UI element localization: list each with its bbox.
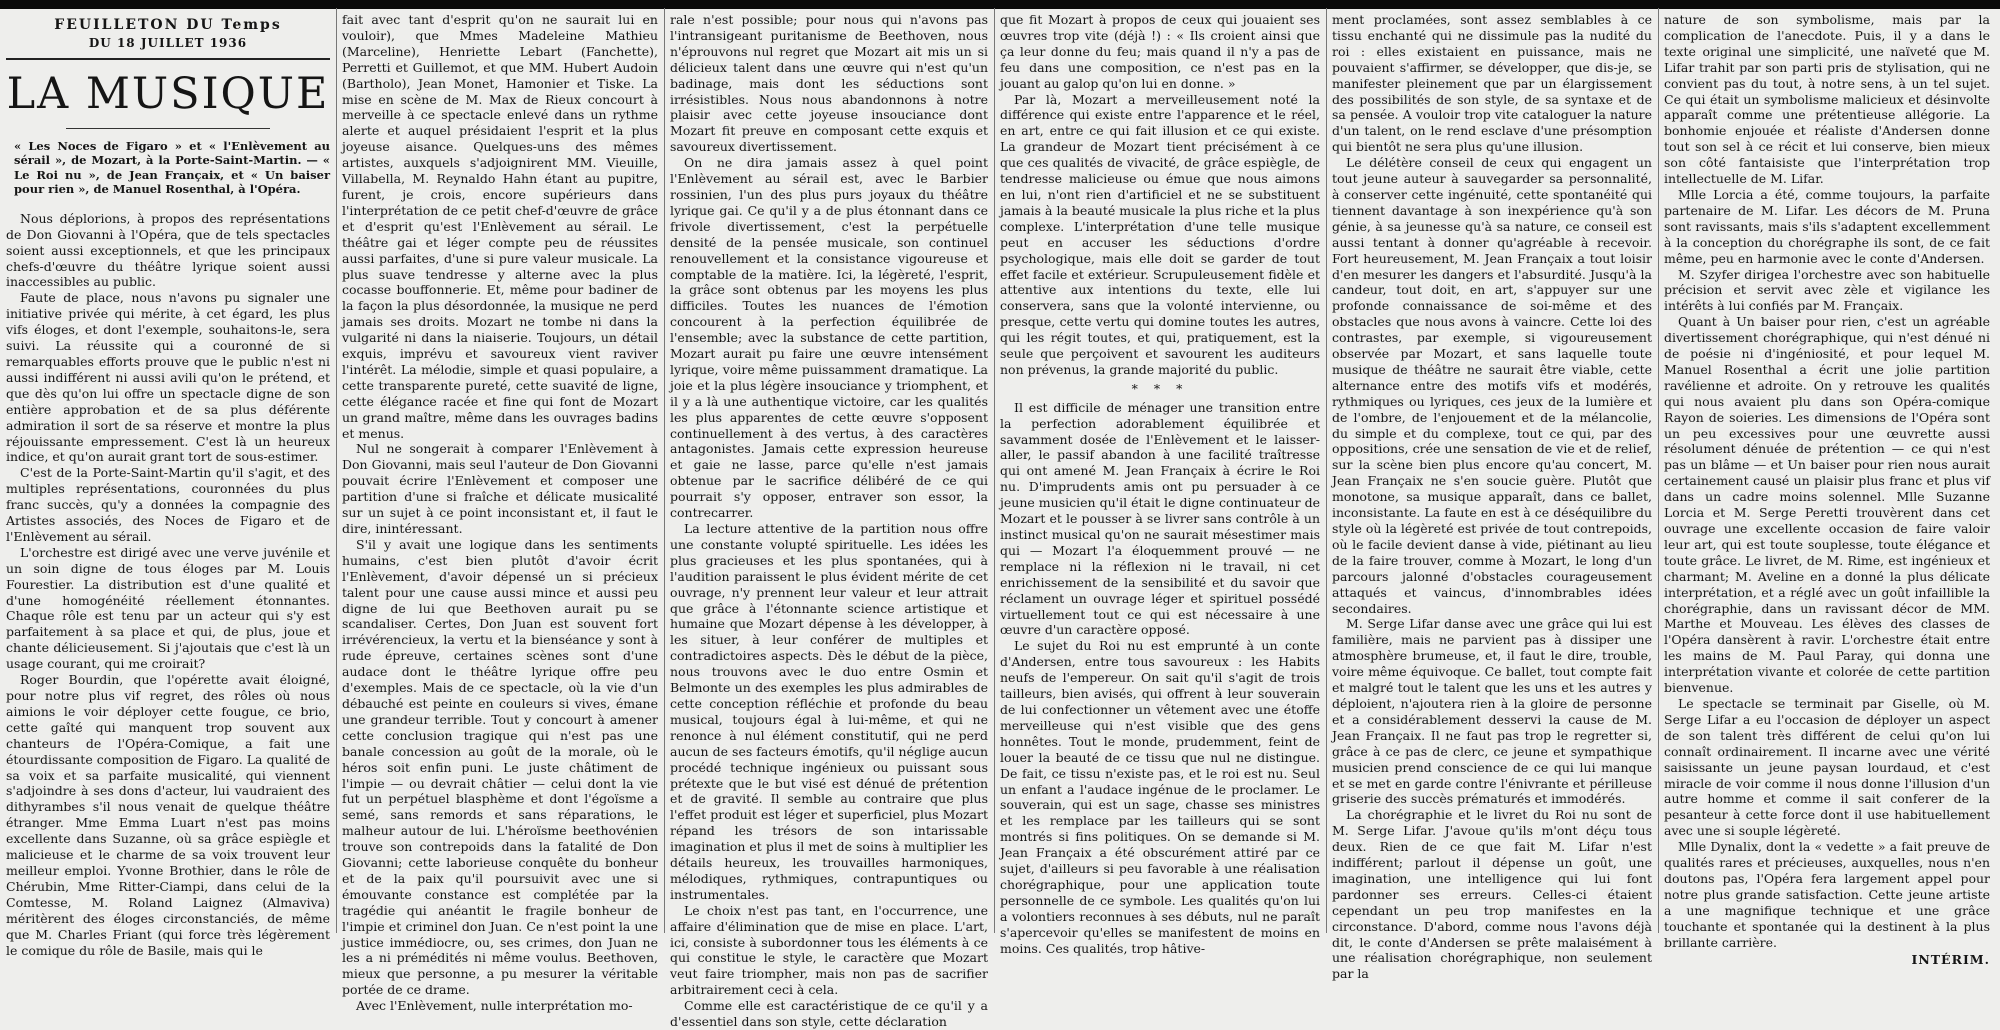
column-6 — [1664, 12, 1990, 968]
paragraph: L'orchestre est dirigé avec une verve juvénile et un soin digne de tous éloges par M. Louis Fourestier. La distribution est d'une qualité et d'une homogénéité réellement étonnantes. Chaque rôle est tenu par un acteur qui s'y est parfaitement à sa place et qui, de plus, joue et chante délicieusement. Si j'ajoutais que c'est là un usage courant, qui me croirait? — [6, 544, 330, 672]
column-body — [1664, 12, 1990, 950]
paragraph: Il est difficile de ménager une transition entre la perfection adorablement équilibrée et savamment dosée de l'Enlèvement et le laisser-aller, le passif abandon à une facilité traîtresse qui ont amené M. Jean Françaix à écrire le Roi nu. D'imprudents amis ont pu persuader à ce jeune musicien qu'il était le digne continuateur de Mozart et le pousser à se livrer sans contrôle à un instinct musical qu'on ne saurait mésestimer mais qui — Mozart l'a éloquemment prouvé — ne remplace ni la réflexion ni le travail, ni cet enrichissement de la sensibilité et du savoir que réclament un ouvrage léger et spirituel possédé virtuellement tout ce qui est nécessaire à une œuvre d'un caractère opposé. — [1000, 399, 1320, 638]
paragraph: C'est de la Porte-Saint-Martin qu'il s'agit, et des multiples représentations, couronnées du plus franc succès, qu'y a données la compagnie des Artistes associés, des Noces de Figaro et de l'Enlèvement au sérail. — [6, 465, 330, 544]
paragraph: Quant à Un baiser pour rien, c'est un agréable divertissement chorégraphique, qui n'est dénué ni de poésie ni d'ingéniosité, et pour lequel M. Manuel Rosenthal a écrit une jolie partition ravélienne et adroite. On y retrouve les qualités qui nous avaient plu dans son Opéra-comique Rayon de soieries. Les dimensions de l'Opéra sont un peu excessives pour une œuvrette aussi résolument dénuée de prétention — ce qui n'est pas un blâme — et Un baiser pour rien nous aurait certainement causé un plaisir plus franc et plus vif dans un cadre moins solennel. Mlle Suzanne Lorcia et M. Serge Peretti trouvèrent dans cet ouvrage une excellente occasion de faire valoir leur art, qui est toute souplesse, toute élégance et toute grâce. Le livret, de M. Rime, est ingénieux et charmant; M. Aveline en a donné la plus délicate interprétation, et a réglé avec un goût infaillible la chorégraphie, dans un ravissant décor de MM. Marthe et Mouveau. Les élèves des classes de l'Opéra dansèrent à ravir. L'orchestre était entre les mains de M. Paul Paray, qui donna une interprétation vivante et colorée de cette partition bienvenue. — [1664, 314, 1990, 696]
paragraph: que fit Mozart à propos de ceux qui jouaient ses œuvres trop vite (déjà !) : « Ils croient ainsi que ça leur donne du feu; mais quand il n'y a pas de feu dans une composition, ce n'est pas en la jouant au galop qu'on lui en donne. » — [1000, 12, 1320, 91]
paragraph: Le sujet du Roi nu est emprunté à un conte d'Andersen, entre tous savoureux : les Habits neufs de l'empereur. On sait qu'il s'agit de trois tailleurs, bien avisés, qui offrent à leur souverain de lui confectionner un vêtement avec une étoffe merveilleuse qui n'est visible que des gens honnêtes. Tout le monde, prudemment, feint de louer la beauté de ce tissu que nul ne distingue. De fait, ce tissu n'existe pas, et le roi est nu. Seul un enfant a l'audace ingénue de le proclamer. Le souverain, qui est un sage, chasse ses ministres et les remplace par les tailleurs qui se sont montrés si fins politiques. On se demande si M. Jean Françaix a été obscurément attiré par ce sujet, d'ailleurs si peu favorable à une réalisation chorégraphique, pour une application toute personnelle de ce symbole. Les qualités qu'on lui a volontiers reconnues à ses débuts, nul ne paraît s'apercevoir qu'elles se manifestent de moins en moins. Ces qualités, trop hâtive- — [1000, 638, 1320, 956]
paragraph: Comme elle est caractéristique de ce qu'il y a d'essentiel dans son style, cette déclaration — [670, 998, 988, 1030]
signature: INTÉRIM. — [1911, 952, 1990, 968]
paragraph: Le spectacle se terminait par Giselle, où M. Serge Lifar a eu l'occasion de déployer un aspect de son talent très différent de celui qu'on lui connaît ordinairement. Il incarne avec une vérité saisissante un jeune paysan lourdaud, et c'est miracle de voir comme il nous donne l'illusion d'un autre homme et comme il sait conferer de la pesanteur à cette force dont il use habituellement avec une si souple légèreté. — [1664, 695, 1990, 839]
paragraph: Roger Bourdin, que l'opérette avait éloigné, pour notre plus vif regret, des rôles où nous aimions le voir déployer cette fougue, ce brio, cette gaîté qui manquent trop souvent aux chanteurs de l'Opéra-Comique, a fait une étourdissante composition de Figaro. La qualité de sa voix et sa parfaite musicalité, qui viennent s'adjoindre à ses dons d'acteur, lui vaudraient des dithyrambes s'il nous venait de quelque théâtre étranger. Mme Emma Luart n'est pas moins excellente dans Suzanne, où sa grâce espiègle et malicieuse et le charme de sa voix trouvent leur meilleur emploi. Yvonne Brothier, dans le rôle de Chérubin, Mme Ritter-Ciampi, dans celui de la Comtesse, M. Roland Laignez (Almaviva) méritèrent des éloges circonstanciés, de même que M. Charles Friant (qui force très légèrement le comique du rôle de Basile, mais qui le — [6, 672, 330, 958]
feuilleton-date: DU 18 JUILLET 1936 — [88, 35, 248, 50]
article-title: LA MUSIQUE — [6, 68, 330, 119]
column-rule — [1326, 8, 1327, 933]
paragraph: On ne dira jamais assez à quel point l'Enlèvement au sérail est, avec le Barbier rossinien, l'un des plus purs joyaux du théâtre lyrique gai. Ce qu'il y a de plus étonnant dans ce frivole divertissement, c'est la perpétuelle densité de la pensée musicale, son continuel renouvellement et la consistance vigoureuse et comptable de la matière. Ici, la légèreté, l'esprit, la grâce sont obtenus par les moyens les plus difficiles. Toutes les nuances de l'émotion concourent à la perfection équilibrée de l'ensemble; avec la substance de cette partition, Mozart aurait pu faire une œuvre intensément lyrique, voire même puissamment dramatique. La joie et la plus légère insouciance y triomphent, et il y a là une authentique victoire, car les qualités les plus apparentes de cette œuvre s'opposent continuellement à des vertus, à des caractères antagonistes. Jamais cette expression heureuse et gaie ne lasse, parce qu'elle n'est jamais obtenue par le sacrifice délibéré de ce qui pourrait s'y opposer, entraver son essor, la contrecarrer. — [670, 155, 988, 521]
paragraph: nature de son symbolisme, mais par la complication de l'anecdote. Puis, il y a dans le texte original une simplicité, une naïveté que M. Lifar trahit par son parti pris de stylisation, qui ne convient pas du tout, à notre sens, à un tel sujet. Ce qui était un symbolisme malicieux et désinvolte apparaît comme une prétentieuse allégorie. La bonhomie enjouée et réaliste d'Andersen donne tout son sel à ce récit et lui conserve, bien mieux son côté fantaisiste que l'interprétation trop intellectuelle de M. Lifar. — [1664, 12, 1990, 187]
column-rule — [336, 8, 337, 933]
paragraph: ment proclamées, sont assez semblables à ce tissu enchanté qui ne dissimule pas la nudité du roi : elles existaient en puissance, mais ne pouvaient s'affirmer, se développer, que dis-je, se manifester pleinement que par un élargissement des possibilités de son style, de sa syntaxe et de sa pensée. A vouloir trop vite cataloguer la nature d'un talent, on le rend esclave d'une présomption qui bientôt ne sera plus qu'une illusion. — [1332, 12, 1652, 155]
paragraph: rale n'est possible; pour nous qui n'avons pas l'intransigeant puritanisme de Beethoven, nous n'éprouvons nul regret que Mozart ait mis un si délicieux talent dans une œuvre qui n'est qu'un badinage, mais dont les séductions sont irrésistibles. Nous nous abandonnons à notre plaisir avec cette joyeuse insouciance dont Mozart fit preuve en composant cette exquis et savoureux divertissement. — [670, 12, 988, 155]
paragraph: Le choix n'est pas tant, en l'occurrence, une affaire d'élimination que de mise en place. L'art, ici, consiste à subordonner tous les éléments à ce qui constitue le style, le caractère que Mozart veut faire triompher, mais non pas de sacrifier arbitrairement ceci à cela. — [670, 902, 988, 998]
column-3 — [670, 12, 988, 1030]
column-body — [1000, 12, 1320, 956]
paragraph: M. Serge Lifar danse avec une grâce qui lui est familière, mais ne parvient pas à dissiper une atmosphère brumeuse, et, il faut le dire, trouble, voire même équivoque. Ce ballet, tout compte fait et malgré tout le talent que les uns et les autres y déploient, n'ajoutera rien à la gloire de personne et a considérablement desservi la cause de M. Jean Françaix. Il ne faut pas trop le regretter si, grâce à ce pas de clerc, ce jeune et sympathique musicien prend conscience de ce qui lui manque et se met en garde contre l'énivrante et périlleuse griserie des succès prématurés et immodérés. — [1332, 616, 1652, 807]
section-separator: * * * — [1131, 380, 1189, 396]
column-5 — [1332, 12, 1652, 982]
paragraph: Avec l'Enlèvement, nulle interprétation mo- — [356, 998, 633, 1014]
column-rule — [994, 8, 995, 933]
paragraph: S'il y avait une logique dans les sentiments humains, c'est bien plutôt d'avoir écrit l'Enlèvement, d'avoir dépensé un si précieux talent pour une cause aussi mince et aussi peu digne de lui que Beethoven aurait pu se scandaliser. Certes, Don Juan est souvent fort irrévérencieux, la vertu et la bienséance y sont à rude épreuve, certaines scènes sont d'une audace dont le théâtre lyrique offre peu d'exemples. Mais de ce spectacle, où la vie d'un débauché est peinte en couleurs si vives, émane une grandeur terrible. Tout y concourt à amener cette conclusion tragique qui n'est pas une banale concession au goût de la morale, où le héros soit enfin puni. Le juste châtiment de l'impie — ou devrait châtier — celui dont la vie fut un perpétuel blasphème et dont l'égoïsme a semé, sans remords et sans réparations, le malheur autour de lui. L'héroïsme beethovénien trouve son contrepoids dans la fatalité de Don Giovanni; cette laborieuse conquête du bonheur et de la paix qu'il poursuivit avec une si émouvante constance est complétée par la tragédie qui anéantit le fragile bonheur de l'impie et criminel don Juan. Ce n'est point la une justice immédiocre, ou, ses crimes, don Juan ne les a ni prémédités ni même voulus. Beethoven, mieux que personne, a pu mesurer la véritable portée de ce drame. — [342, 536, 658, 998]
paragraph: Le délétère conseil de ceux qui engagent un tout jeune auteur à sauvegarder sa personnalité, à conserver cette ingénuité, cette spontanéité qui tiennent davantage à son inexpérience qu'à son génie, à sa jeunesse qu'à sa nature, ce conseil est aussi tentant à donner qu'agréable à recevoir. Fort heureusement, M. Jean Françaix a tout loisir d'en mesurer les dangers et l'absurdité. Jusqu'à la candeur, tout doit, en art, s'appuyer sur une profonde connaissance de soi-même et des obstacles que nous avons à vaincre. Cette loi des contrastes, par exemple, si vigoureusement observée par Mozart, et sans laquelle toute musique de théâtre ne saurait être viable, cette alternance entre des motifs vifs et modérés, rythmiques ou lyriques, ces jeux de la lumière et de l'ombre, de l'enjouement et de la mélancolie, du simple et du complexe, tout ce qui, par des oppositions, crée une sensation de vie et de relief, sur la scène bien plus encore qu'au concert, M. Jean Françaix ne s'en soucie guère. Plutôt que monotone, sa musique apparaît, dans ce ballet, inconsistante. La faute en est à ce déséquilibre du style où la légèreté est privée de tout contrepoids, où le facile devient danse à vide, piétinant au lieu de la faire trouver, comme à Mozart, le long d'un parcours jalonné d'obstacles courageusement attaqués et vaincus, d'innombrables idées secondaires. — [1332, 155, 1652, 616]
column-4 — [1000, 12, 1320, 956]
column-body — [670, 12, 988, 1030]
paragraph: Faute de place, nous n'avons pu signaler une initiative privée qui mérite, à cet égard, les plus vifs éloges, et dont l'exemple, souhaitons-le, sera suivi. La réussite qui a couronné de si remarquables efforts prouve que le public n'est ni aussi indifférent ni aussi avili qu'on le prétend, et que dès qu'on lui offre un spectacle digne de son entière approbation et de sa plus déférente admiration il sort de sa réserve et montre la plus réjouissante empressement. C'est là un heureux indice, et qu'on aurait grant tort de sous-estimer. — [6, 290, 330, 465]
column-1 — [6, 12, 330, 958]
column-body — [6, 211, 330, 959]
column-body — [1332, 12, 1652, 982]
paragraph: fait avec tant d'esprit qu'on ne saurait lui en vouloir), que Mmes Madeleine Mathieu (Marceline), Henriette Lebart (Fanchette), Perretti et Guillemot, et que MM. Hubert Audoin (Bartholo), Jean Monet, Hamonier et Tiske. La mise en scène de M. Max de Rieux concourt à merveille à ce spectacle enlevé dans un rythme alerte et auquel présidaient l'esprit et la plus joyeuse aisance. Quelques-uns des mêmes artistes, auxquels s'adjoignirent MM. Vieuille, Villabella, M. Reynaldo Hahn étant au pupitre, furent, je crois, encore supérieurs dans l'interprétation de ce petit chef-d'œuvre de grâce et d'esprit qu'est l'Enlèvement au sérail. Le théâtre gai et léger compte peu de réussites aussi parfaites, d'une si pure valeur musicale. La plus suave tendresse y alterne avec la plus cocasse bouffonnerie. Et, même pour badiner de la façon la plus désordonnée, la musique ne perd jamais ses droits. Mozart ne tombe ni dans la vulgarité ni dans la niaiserie. Toujours, un détail exquis, imprévu et savoureux vient raviver l'intérêt. La mélodie, simple et quasi populaire, a cette transparente pureté, cette suavité de ligne, cette élégance racée et fine qui font de Mozart un grand maître, même dans les ouvrages badins et menus. — [342, 12, 658, 441]
paragraph: Nul ne songerait à comparer l'Enlèvement à Don Giovanni, mais seul l'auteur de Don Giovanni pouvait écrire l'Enlèvement et composer une partition d'une si fraîche et délicate musicalité sur un sujet à ce point inconsistant et, il faut le dire, inintéressant. — [342, 441, 658, 536]
paragraph: Mlle Lorcia a été, comme toujours, la parfaite partenaire de M. Lifar. Les décors de M. Pruna sont ravissants, mais s'ils s'adaptent excellemment à la conception du chorégraphe ils sont, de ce fait même, peu en harmonie avec le conte d'Andersen. — [1664, 186, 1990, 266]
column-rule — [664, 8, 665, 933]
summary-text: « Les Noces de Figaro » et « l'Enlèvement au sérail », de Mozart, à la Porte-Saint-Martin. — « Le Roi nu », de Jean Françaix, et « Un baiser pour rien », de Manuel Rosenthal, à l'Opéra. — [14, 138, 330, 197]
masthead-rule — [6, 58, 330, 60]
column-2 — [342, 12, 658, 1014]
paragraph: Nous déplorions, à propos des représentations de Don Giovanni à l'Opéra, que de tels spectacles soient aussi exceptionnels, et que les principaux chefs-d'œuvre du théâtre lyrique soient aussi inaccessibles au public. — [6, 210, 330, 290]
paragraph: La chorégraphie et le livret du Roi nu sont de M. Serge Lifar. J'avoue qu'ils m'ont déçu tous deux. Rien de ce que fait M. Lifar n'est indifférent; parlout il dépense un goût, une imagination, une intelligence qui lui font pardonner ses erreurs. Celles-ci étaient cependant un peu trop manifestes en la circonstance. D'abord, comme nous l'avons déjà dit, le conte d'Andersen se prête malaisément à une réalisation chorégraphique, non seulement par la — [1332, 807, 1652, 982]
paragraph: La lecture attentive de la partition nous offre une constante volupté spirituelle. Les idées les plus gracieuses et les plus spontanées, qui à l'audition paraissent le plus évident mérite de cet ouvrage, n'y prennent leur valeur et leur attrait que grâce à l'étonnante science artistique et humaine que Mozart dépense à les développer, à les situer, à leur conférer de multiples et contradictoires aspects. Dès le début de la pièce, nous trouvons avec le duo entre Osmin et Belmonte un des exemples les plus admirables de cette conception réfléchie et profonde du beau musical, toujours égal à lui-même, et qui ne renonce à nul élément constitutif, qui ne perd aucun de ses facteurs émotifs, qu'il néglige aucun procédé technique ingénieux ou puissant sous prétexte que le but visé est dénué de prétention et de gravité. Il semble au contraire que plus l'effet produit est léger et superficiel, plus Mozart répand les trésors de son intarissable imagination et plus il met de soins à multiplier les détails heureux, les trouvailles harmoniques, mélodiques, rythmiques, contrapuntiques ou instrumentales. — [670, 521, 988, 902]
paragraph: Mlle Dynalix, dont la « vedette » a fait preuve de qualités rares et précieuses, auxquelles, nous n'en doutons pas, l'Opéra fera largement appel pour notre plus grande satisfaction. Cette jeune artiste a une magnifique technique et une grâce touchante et spontanée qui la destinent à la plus brillante carrière. — [1664, 839, 1990, 950]
paragraph: M. Szyfer dirigea l'orchestre avec son habituelle précision et servit avec zèle et vigilance les intérêts à lui confiés par M. Françaix. — [1664, 266, 1990, 314]
article-summary — [6, 139, 330, 197]
column-rule — [1658, 8, 1659, 933]
paragraph: Par là, Mozart a merveilleusement noté la différence qui existe entre l'apparence et le réel, en art, entre ce qui fait illusion et ce qui existe. La grandeur de Mozart tient précisément à ce que ces qualités de vivacité, de grâce espiègle, de tendresse malicieuse ou émue que nous aimons en lui, n'ont rien d'artificiel et ne se substituent jamais à la beauté musicale la plus riche et la plus complexe. L'interprétation d'une telle musique peut en accuser les séductions d'ordre psychologique, mais elle doit se garder de tout effet facile et extérieur. Scrupuleusement fidèle et attentive aux intentions du texte, elle lui conservera, sans que la volonté intervienne, ou presque, cette vertu qui domine toutes les autres, qui les régit toutes, et qui, pratiquement, est la seule que perçoivent et savourent les auditeurs non prévenus, la grande majorité du public. — [1000, 91, 1320, 377]
feuilleton-masthead: FEUILLETON DU Temps — [54, 17, 282, 33]
title-rule — [66, 128, 270, 129]
top-rule — [0, 0, 2000, 9]
column-body — [342, 12, 658, 1014]
